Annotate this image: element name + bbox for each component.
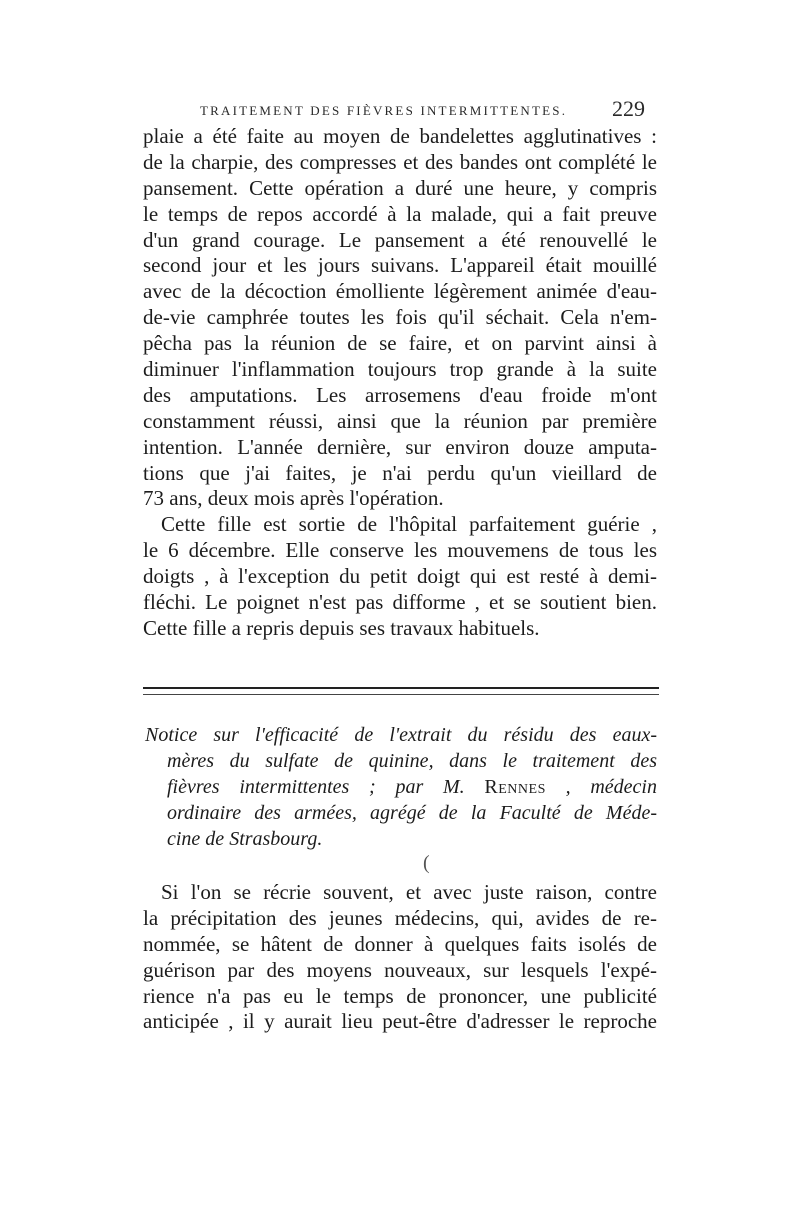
notice-line: Notice sur l'efficacité de l'extrait du résidu des eaux- [145,724,657,746]
text-line: tions que j'ai faites, je n'ai perdu qu'un vieillard de [143,460,657,485]
text-line: second jour et les jours suivans. L'appareil était mouillé [143,253,657,278]
notice-line: mères du sulfate de quinine, dans le traitement des [167,750,657,772]
text-line: de-vie camphrée toutes les fois qu'il séchait. Cela n'em- [143,305,657,330]
section-divider-rule [143,687,659,695]
text-line: plaie a été faite au moyen de bandelettes agglutinatives : [143,124,657,148]
author-name: Rennes [484,776,546,798]
notice-line [145,774,657,800]
notice-line-text: , médecin [565,776,657,798]
text-line: guérison par des moyens nouveaux, sur lesquels l'expé- [143,957,657,982]
text-line: Cette fille a repris depuis ses travaux habituels. [143,615,540,640]
text-line: le temps de repos accordé à la malade, qui a fait preuve [143,201,657,226]
text-line: des amputations. Les arrosemens d'eau froide m'ont [143,382,657,407]
text-line: le 6 décembre. Elle conserve les mouvemens de tous les [143,538,657,563]
text-line: de la charpie, des compresses et des bandes ont complété le [143,149,657,174]
text-line: anticipée , il y aurait lieu peut-être d'adresser le reproche [143,1009,657,1034]
text-line: d'un grand courage. Le pansement a été renouvellé le [143,227,657,252]
text-line: Si l'on se récrie souvent, et avec juste raison, contre [161,880,657,904]
text-line: pêcha pas la réunion de se faire, et on parvint ainsi à [143,331,657,356]
text-line: Cette fille est sortie de l'hôpital parfaitement guérie , [161,512,657,537]
text-line: constamment réussi, ainsi que la réunion par première [143,408,657,433]
body-text-top [143,124,657,642]
text-line: la précipitation des jeunes médecins, qui, avides de re- [143,905,657,930]
notice-line-text: fièvres intermittentes ; par M. [167,776,465,798]
text-line: intention. L'année dernière, sur environ douze amputa- [143,434,657,459]
text-line: 73 ans, deux mois après l'opération. [143,486,444,511]
text-line: rience n'a pas eu le temps de prononcer, une publicité [143,983,657,1008]
text-line: diminuer l'inflammation toujours trop grande à la suite [143,357,657,382]
notice-heading [145,722,657,852]
text-line: doigts , à l'exception du petit doigt qui est resté à demi- [143,564,657,589]
running-title: TRAITEMENT DES FIÈVRES INTERMITTENTES. [200,103,568,118]
text-line: fléchi. Le poignet n'est pas difforme , et se soutient bien. [143,590,657,615]
notice-line: ordinaire des armées, agrégé de la Faculté de Méde- [167,802,657,824]
notice-line: cine de Strasbourg. [167,828,323,850]
stray-mark: ( [423,852,430,874]
page-number: 229 [612,96,645,121]
body-text-bottom [143,880,657,1035]
text-line: pansement. Cette opération a duré une heure, y compris [143,175,657,200]
text-line: nommée, se hâtent de donner à quelques faits isolés de [143,931,657,956]
text-line: avec de la décoction émolliente légèrement animée d'eau- [143,279,657,304]
